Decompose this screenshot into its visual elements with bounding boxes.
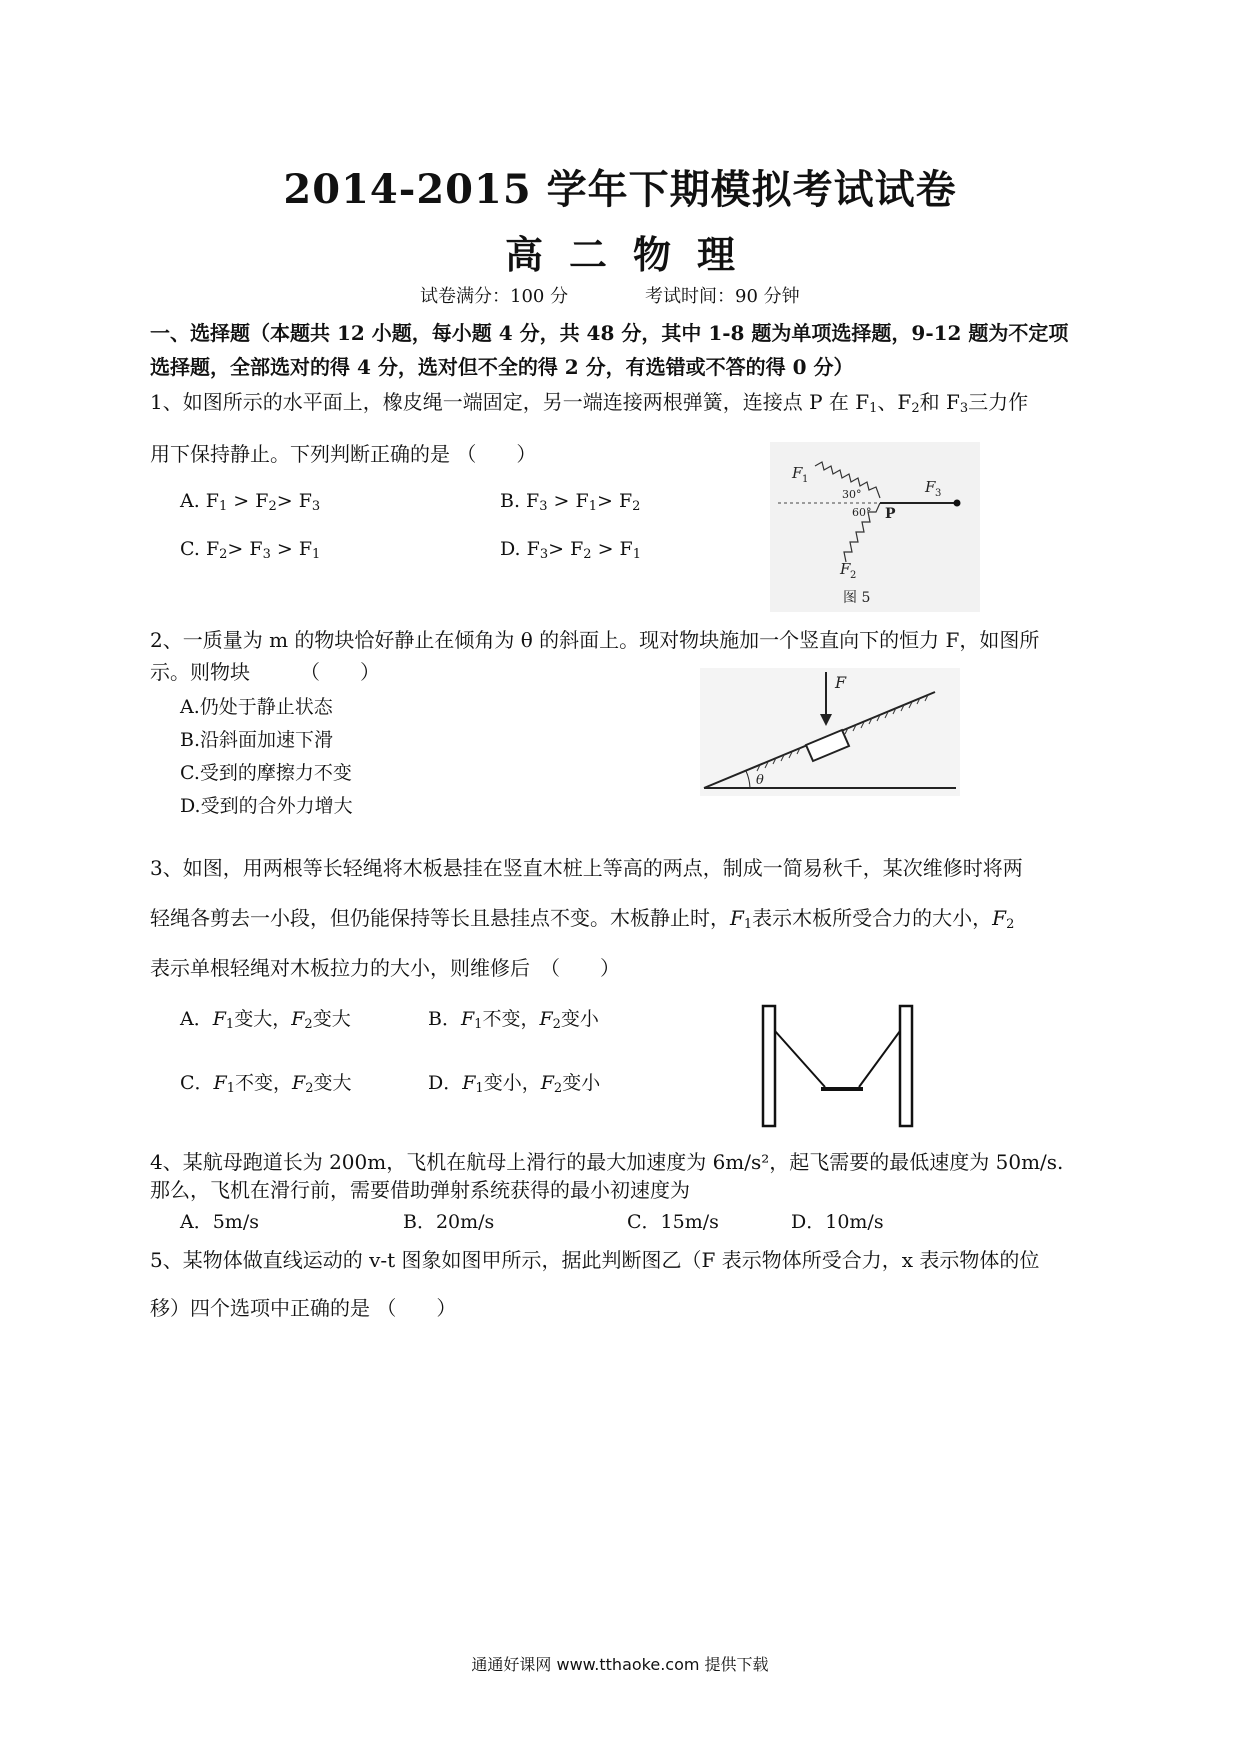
question-3-figure bbox=[755, 1003, 920, 1129]
question-1-figure bbox=[770, 442, 980, 612]
q1-label-f3: F bbox=[925, 478, 936, 496]
question-1-option-c: C. $F_2> F_3 > F_1$ bbox=[180, 538, 321, 562]
q1-caption: 图 5 bbox=[843, 590, 871, 606]
left-post bbox=[763, 1006, 775, 1126]
question-2-line2: 示。则物块 （ ） bbox=[150, 660, 380, 684]
question-4-option-c: C．15m/s bbox=[627, 1211, 719, 1233]
question-2-line1: 2、一质量为 m 的物块恰好静止在倾角为 θ 的斜面上。现对物块施加一个竖直向下的恒力 F，如图所 bbox=[150, 628, 1040, 652]
svg-text:2: 2 bbox=[850, 570, 857, 581]
svg-text:3: 3 bbox=[935, 488, 942, 499]
question-3-line3: 表示单根轻绳对木板拉力的大小，则维修后 （ ） bbox=[150, 956, 620, 980]
q1-angle-30: 30° bbox=[842, 488, 862, 501]
q2-label-force: F bbox=[835, 673, 847, 692]
question-3-line1: 3、如图，用两根等长轻绳将木板悬挂在竖直木桩上等高的两点，制成一简易秋千，某次维修时将两 bbox=[150, 856, 1023, 880]
question-1-option-b: B. $F_3 > F_1> F_2$ bbox=[500, 490, 641, 514]
section-heading-line2: 选择题，全部选对的得 4 分，选对但不全的得 2 分，有选错或不答的得 0 分） bbox=[150, 355, 854, 379]
exam-score: 试卷满分：100 分 bbox=[420, 286, 569, 307]
question-4-option-a: A．5m/s bbox=[180, 1211, 259, 1233]
question-1-line1: 1、如图所示的水平面上，橡皮绳一端固定，另一端连接两根弹簧，连接点 P 在 $F_1$、$F_2$和 $F_3$三力作 bbox=[150, 390, 1029, 416]
question-3-line2: 轻绳各剪去一小段，但仍能保持等长且悬挂点不变。木板静止时，$F_1$表示木板所受合力的大小，$F_2$ bbox=[150, 906, 1015, 932]
fixed-point bbox=[954, 500, 961, 507]
section-heading-line1: 一、选择题（本题共 12 小题，每小题 4 分，共 48 分，其中 1-8 题为单项选择题，9-12 题为不定项 bbox=[150, 321, 1069, 345]
question-4-option-b: B．20m/s bbox=[403, 1211, 495, 1233]
q1-point-p: P bbox=[885, 506, 896, 522]
right-post bbox=[900, 1006, 912, 1126]
left-rope bbox=[775, 1031, 825, 1087]
question-2-option-d: D.受到的合外力增大 bbox=[180, 795, 353, 817]
svg-text:1: 1 bbox=[802, 474, 809, 485]
question-4-line1: 4、某航母跑道长为 200m，飞机在航母上滑行的最大加速度为 6m/s²，起飞需要的最低速度为 50m/s. bbox=[150, 1150, 1064, 1174]
question-3-option-a: A．$F_1$变大，$F_2$变大 bbox=[180, 1008, 351, 1032]
question-3-option-c: C．$F_1$不变，$F_2$变大 bbox=[180, 1072, 352, 1096]
section-heading bbox=[150, 316, 1100, 384]
q1-label-f2: F bbox=[840, 560, 851, 578]
question-2-figure bbox=[700, 668, 960, 796]
q2-label-angle: θ bbox=[756, 773, 764, 788]
footer-text: 通通好课网 www.tthaoke.com 提供下载 bbox=[471, 1655, 769, 1674]
question-3-option-b: B．$F_1$不变，$F_2$变小 bbox=[428, 1008, 599, 1032]
right-rope bbox=[859, 1031, 900, 1087]
question-2-option-c: C.受到的摩擦力不变 bbox=[180, 762, 352, 784]
question-2-option-a: A.仍处于静止状态 bbox=[180, 696, 333, 718]
q1-label-f1: F bbox=[792, 464, 803, 482]
question-1-option-a: A. $F_1 > F_2> F_3$ bbox=[180, 490, 321, 514]
question-3-option-d: D．$F_1$变小，$F_2$变小 bbox=[428, 1072, 601, 1096]
question-2-option-b: B.沿斜面加速下滑 bbox=[180, 729, 334, 751]
question-4-line2: 那么，飞机在滑行前，需要借助弹射系统获得的最小初速度为 bbox=[150, 1178, 690, 1202]
exam-time: 考试时间：90 分钟 bbox=[645, 286, 800, 307]
question-1-line2: 用下保持静止。下列判断正确的是 （ ） bbox=[150, 442, 537, 466]
question-5-line1: 5、某物体做直线运动的 v-t 图象如图甲所示，据此判断图乙（F 表示物体所受合力，x 表示物体的位 bbox=[150, 1248, 1040, 1272]
exam-subject: 高二物理 bbox=[504, 232, 761, 277]
question-4-option-d: D．10m/s bbox=[791, 1211, 884, 1233]
question-1-option-d: D. $F_3> F_2 > F_1$ bbox=[500, 538, 642, 562]
exam-title: 2014-2015 学年下期模拟考试试卷 bbox=[283, 166, 957, 213]
swing-board bbox=[821, 1087, 863, 1091]
question-5-line2: 移）四个选项中正确的是 （ ） bbox=[150, 1296, 457, 1320]
q1-angle-60: 60° bbox=[852, 506, 872, 519]
